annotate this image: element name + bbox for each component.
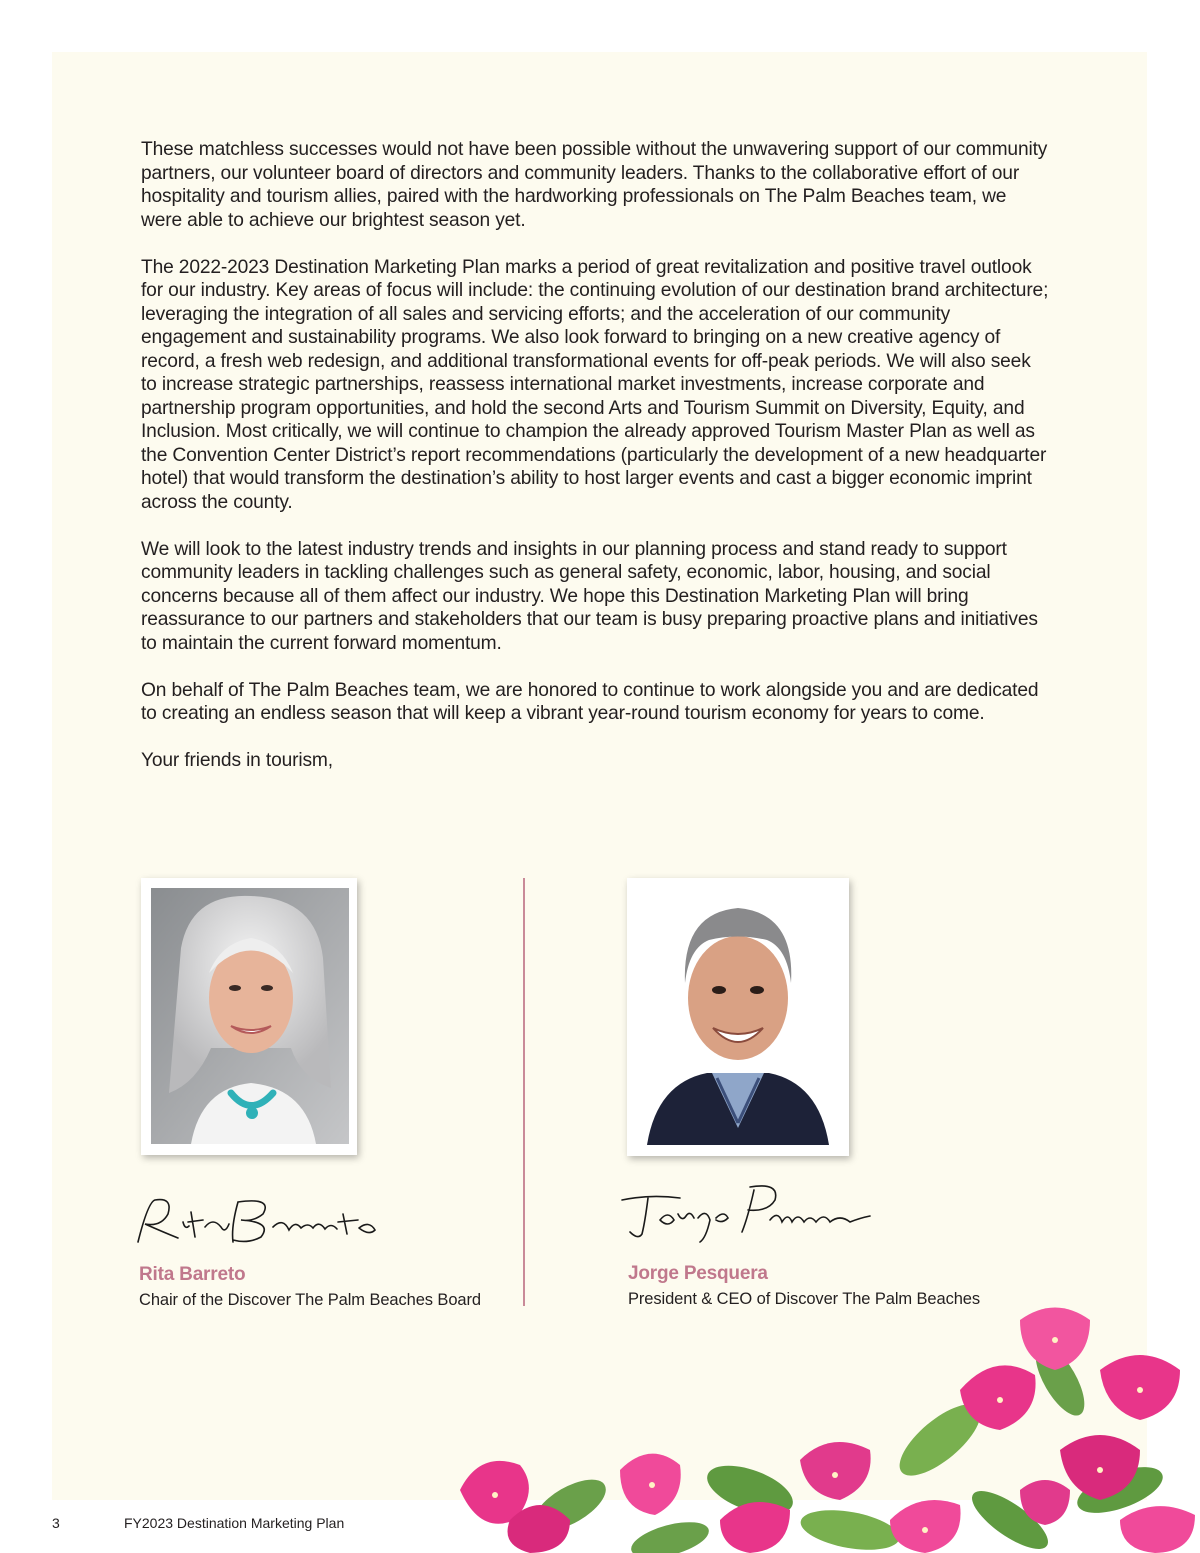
portrait-jorge-pesquera — [637, 888, 839, 1145]
page-number: 3 — [52, 1515, 60, 1531]
signer-name-rita: Rita Barreto — [139, 1264, 246, 1285]
letter-paragraph-1: These matchless successes would not have been possible without the unwavering support of our community partners, our volunteer board of directors and community leaders. Thanks to the collaborative effort of our hospitality and tourism allies, paired with the hardworking professionals on The Palm Beaches team, we were able to achieve our brightest season yet. — [141, 139, 1048, 231]
bougainvillea-decoration — [420, 1290, 1200, 1553]
portrait-rita-barreto — [151, 888, 349, 1144]
vertical-divider — [523, 878, 525, 1306]
letter-paragraph-3: We will look to the latest industry trends and insights in our planning process and stand ready to support community leaders in tackling challenges such as general safety, economic, labor, housing, and social concerns because all of them affect our industry. We hope this Destination Marketing Plan will bring reassurance to our partners and stakeholders that our team is busy preparing proactive plans and initiatives to maintain the current forward momentum. — [141, 538, 1038, 654]
portrait-jorge-image — [637, 888, 839, 1145]
portrait-frame-jorge — [627, 878, 849, 1156]
signer-name-jorge: Jorge Pesquera — [628, 1263, 768, 1284]
letter-body — [141, 138, 1051, 796]
signer-title-rita: Chair of the Discover The Palm Beaches Board — [139, 1291, 481, 1309]
letter-paragraph-4: On behalf of The Palm Beaches team, we are honored to continue to work alongside you and are dedicated to creating an endless season that will keep a vibrant year-round tourism economy for years to come. — [141, 679, 1039, 724]
signature-jorge-pesquera — [620, 1182, 875, 1247]
portrait-rita-image — [151, 888, 349, 1144]
signature-rita-barreto — [133, 1192, 383, 1252]
signer-title-jorge: President & CEO of Discover The Palm Beaches — [628, 1290, 981, 1308]
portrait-frame-rita — [141, 878, 357, 1155]
footer-document-title: FY2023 Destination Marketing Plan — [124, 1515, 345, 1531]
letter-paragraph-2: The 2022-2023 Destination Marketing Plan marks a period of great revitalization and positive travel outlook for our industry. Key areas of focus will include: the continuing evolution of our destination brand architecture; leveraging the integration of all sales and servicing efforts; and the acceleration of our community engagement and sustainability programs. We also look forward to bringing on a new creative agency of record, a fresh web redesign, and additional transformational events for off-peak periods. We will also seek to increase strategic partnerships, reassess international market investments, increase corporate and partnership program opportunities, and hold the second Arts and Tourism Summit on Diversity, Equity, and Inclusion. Most critically, we will continue to champion the already approved Tourism Master Plan as well as the Convention Center District’s report recommendations (particularly the development of a new headquarter hotel) that would transform the destination’s ability to host larger events and cast a bigger economic imprint across the county. — [141, 256, 1049, 513]
letter-closing: Your friends in tourism, — [141, 750, 333, 771]
